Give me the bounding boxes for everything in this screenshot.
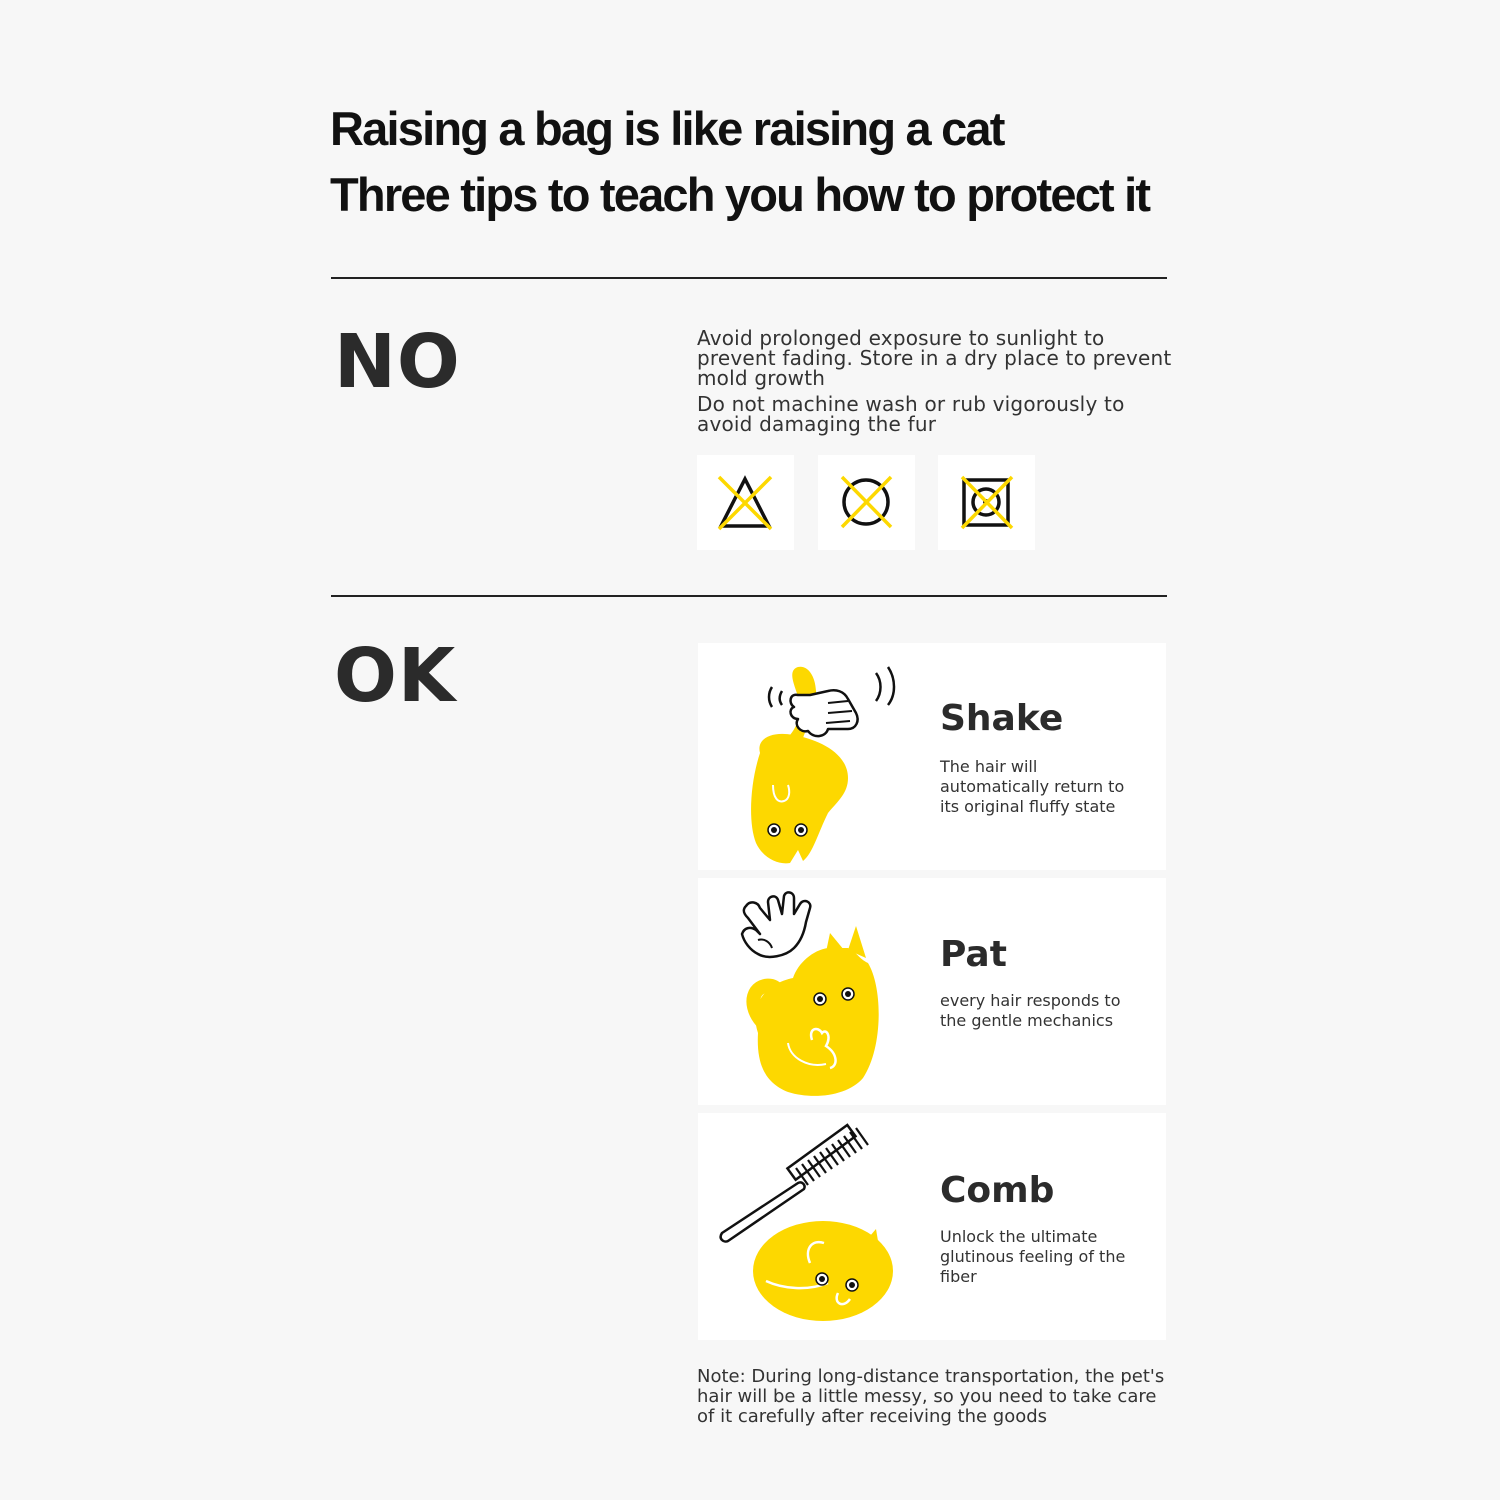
shake-card <box>698 643 1166 870</box>
no-label: NO <box>334 319 461 405</box>
ok-label: OK <box>334 633 457 719</box>
transport-note: Note: During long-distance transportation, the pet's hair will be a little messy, so you need to take care of it carefully after receiving the goods <box>697 1366 1165 1427</box>
no-tumble-dry-icon <box>818 455 915 550</box>
divider-middle <box>331 595 1167 597</box>
divider-top <box>331 277 1167 279</box>
pat-card <box>698 878 1166 1105</box>
comb-cat-illustration <box>698 1113 938 1340</box>
card-desc-comb: Unlock the ultimate glutinous feeling of the fiber <box>940 1227 1126 1286</box>
title-line-1: Raising a bag is like raising a cat <box>330 102 1004 155</box>
no-tumble-dry-icon-box <box>818 455 915 550</box>
title-line-2: Three tips to teach you how to protect it <box>330 168 1150 221</box>
shake-cat-illustration <box>698 643 938 870</box>
card-desc-pat: every hair responds to the gentle mechanics <box>940 991 1121 1030</box>
no-machine-dry-icon-box <box>938 455 1035 550</box>
card-title-pat: Pat <box>940 934 1007 975</box>
card-desc-shake: The hair will automatically return to its original fluffy state <box>940 757 1125 816</box>
card-title-shake: Shake <box>940 698 1064 739</box>
no-machine-dry-icon <box>938 455 1035 550</box>
card-title-comb: Comb <box>940 1170 1055 1211</box>
comb-card <box>698 1113 1166 1340</box>
no-bleach-icon-box <box>697 455 794 550</box>
no-notes <box>697 328 1177 440</box>
pat-cat-illustration <box>698 878 938 1105</box>
note-washing: Do not machine wash or rub vigorously to avoid damaging the fur <box>697 392 1125 436</box>
note-sunlight: Avoid prolonged exposure to sunlight to prevent fading. Store in a dry place to prevent mold growth <box>697 326 1172 390</box>
no-bleach-icon <box>697 455 794 550</box>
page-title <box>330 96 1230 228</box>
